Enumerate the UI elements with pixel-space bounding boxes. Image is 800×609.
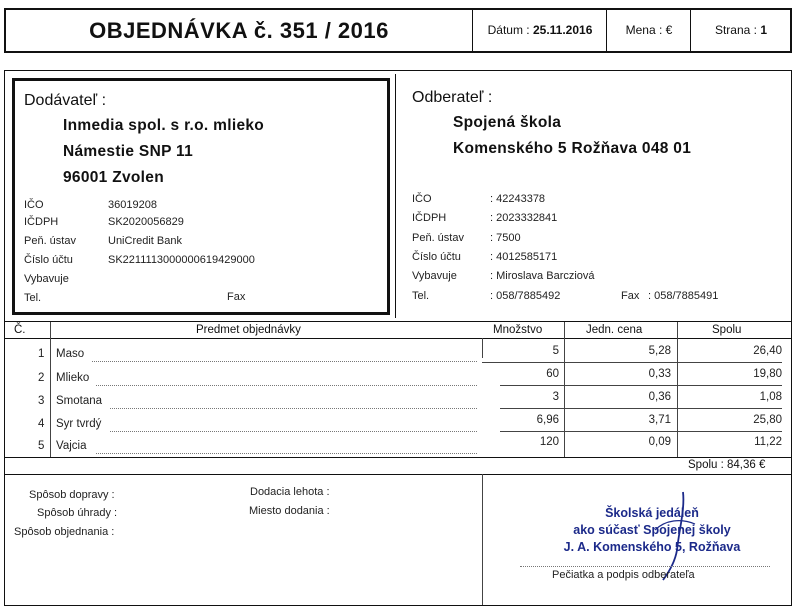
grand-total-label: Spolu : [688,459,724,471]
row-price: 3,71 [648,414,671,426]
totals-bottom-rule [5,474,791,475]
row-total: 19,80 [753,368,782,380]
customer-contact-value: : Miroslava Barcziová [490,270,595,282]
delivery-method-label: Spôsob dopravy : [29,489,115,501]
customer-tel-value: : 058/7885492 [490,290,561,302]
customer-account-value: : 4012585171 [490,251,558,263]
supplier-bank-label: Peň. ústav [24,235,76,247]
row-leader [110,408,477,409]
customer-fax-value: : 058/7885491 [648,290,719,302]
customer-icdph-value: : 2023332841 [490,212,558,224]
row-price: 5,28 [648,345,671,357]
grand-total [688,459,765,471]
row-item-name: Vajcia [56,440,87,452]
row-rule [500,408,782,409]
date-cell [472,10,607,51]
supplier-fax-label: Fax [227,291,246,303]
customer-name: Spojená škola [453,114,562,131]
row-no: 3 [38,395,45,407]
supplier-account-value: SK2211113000000619429000 [108,254,255,266]
supplier-name: Inmedia spol. s r.o. mlieko [63,117,265,134]
col-separator [50,322,51,457]
col-item-header: Predmet objednávky [196,324,301,336]
supplier-ico-label: IČO [24,199,44,211]
items-table-top-border [5,321,791,322]
customer-street: Komenského 5 Rožňava 048 01 [453,140,692,157]
row-qty: 6,96 [536,414,559,426]
delivery-place-label: Miesto dodania : [249,505,330,517]
row-total: 25,80 [753,414,782,426]
customer-bank-value: : 7500 [490,232,521,244]
row-price: 0,09 [648,436,671,448]
supplier-city: 96001 Zvolen [63,169,164,186]
supplier-icdph-value: SK2020056829 [108,216,184,228]
row-qty: 5 [552,345,559,357]
customer-bank-label: Peň. ústav [412,232,464,244]
order-header [4,8,792,53]
row-total: 1,08 [759,391,782,403]
delivery-date-label: Dodacia lehota : [250,486,330,498]
customer-fax-label: Fax [621,290,640,302]
supplier-icdph-label: IČDPH [24,216,59,228]
row-price: 0,33 [648,368,671,380]
row-leader [96,385,477,386]
supplier-tel-label: Tel. [24,292,42,304]
customer-tel-label: Tel. [412,290,430,302]
col-separator [482,338,483,358]
supplier-box [12,78,390,315]
col-separator [677,322,678,457]
row-item-name: Smotana [56,395,103,407]
row-leader [92,361,477,362]
supplier-account-label: Číslo účtu [24,254,73,266]
col-separator [564,322,565,457]
row-price: 0,36 [648,391,671,403]
totals-top-rule [5,457,791,458]
customer-heading: Odberateľ : [412,89,493,106]
row-rule [500,385,782,386]
row-rule [482,362,782,363]
grand-total-value: 84,36 € [727,459,766,471]
row-qty: 120 [539,436,559,448]
order-title: OBJEDNÁVKA č. 351 / 2016 [89,18,389,43]
col-price-header: Jedn. cena [586,324,643,336]
currency-label: Mena : € [625,23,673,37]
row-no: 2 [38,372,45,384]
row-no: 5 [38,440,45,452]
order-method-label: Spôsob objednania : [14,526,115,538]
items-header-rule [5,338,791,339]
col-no-header: Č. [14,324,26,336]
col-qty-header: Množstvo [493,324,543,336]
row-no: 1 [38,348,45,360]
customer-contact-label: Vybavuje [412,270,457,282]
row-qty: 60 [546,368,559,380]
currency-cell [606,10,691,51]
row-item-name: Mlieko [56,372,90,384]
row-leader [110,431,477,432]
supplier-street: Námestie SNP 11 [63,143,194,160]
stamp-line-2: ako súčasť Spojenej školy [573,523,731,537]
customer-ico-value: : 42243378 [490,193,546,205]
date-label: Dátum : [487,23,530,37]
customer-ico-label: IČO [412,193,432,205]
customer-account-label: Číslo účtu [412,251,461,263]
col-total-header: Spolu [712,324,742,336]
signature-label: Pečiatka a podpis odberateľa [552,569,695,581]
customer-icdph-label: IČDPH [412,212,447,224]
supplier-ico-value: 36019208 [108,199,157,211]
payment-method-label: Spôsob úhrady : [37,507,118,519]
row-item-name: Maso [56,348,85,360]
row-no: 4 [38,418,45,430]
customer-box [395,74,790,318]
stamp-line-3: J. A. Komenského 5, Rožňava [563,540,741,554]
page-label: Strana : [714,23,757,37]
row-qty: 3 [552,391,559,403]
row-rule [500,431,782,432]
row-item-name: Syr tvrdý [56,418,102,430]
footer-separator [482,474,483,605]
signature-line [520,566,770,567]
row-total: 11,22 [754,436,782,448]
date-value: 25.11.2016 [532,23,593,37]
supplier-contact-label: Vybavuje [24,273,69,285]
row-total: 26,40 [753,345,782,357]
stamp-line-1: Školská jedáleň [605,506,699,520]
supplier-heading: Dodávateľ : [24,92,107,109]
row-leader [96,453,477,454]
page-value: 1 [760,23,768,37]
page-cell [690,10,791,51]
supplier-bank-value: UniCredit Bank [108,235,182,247]
